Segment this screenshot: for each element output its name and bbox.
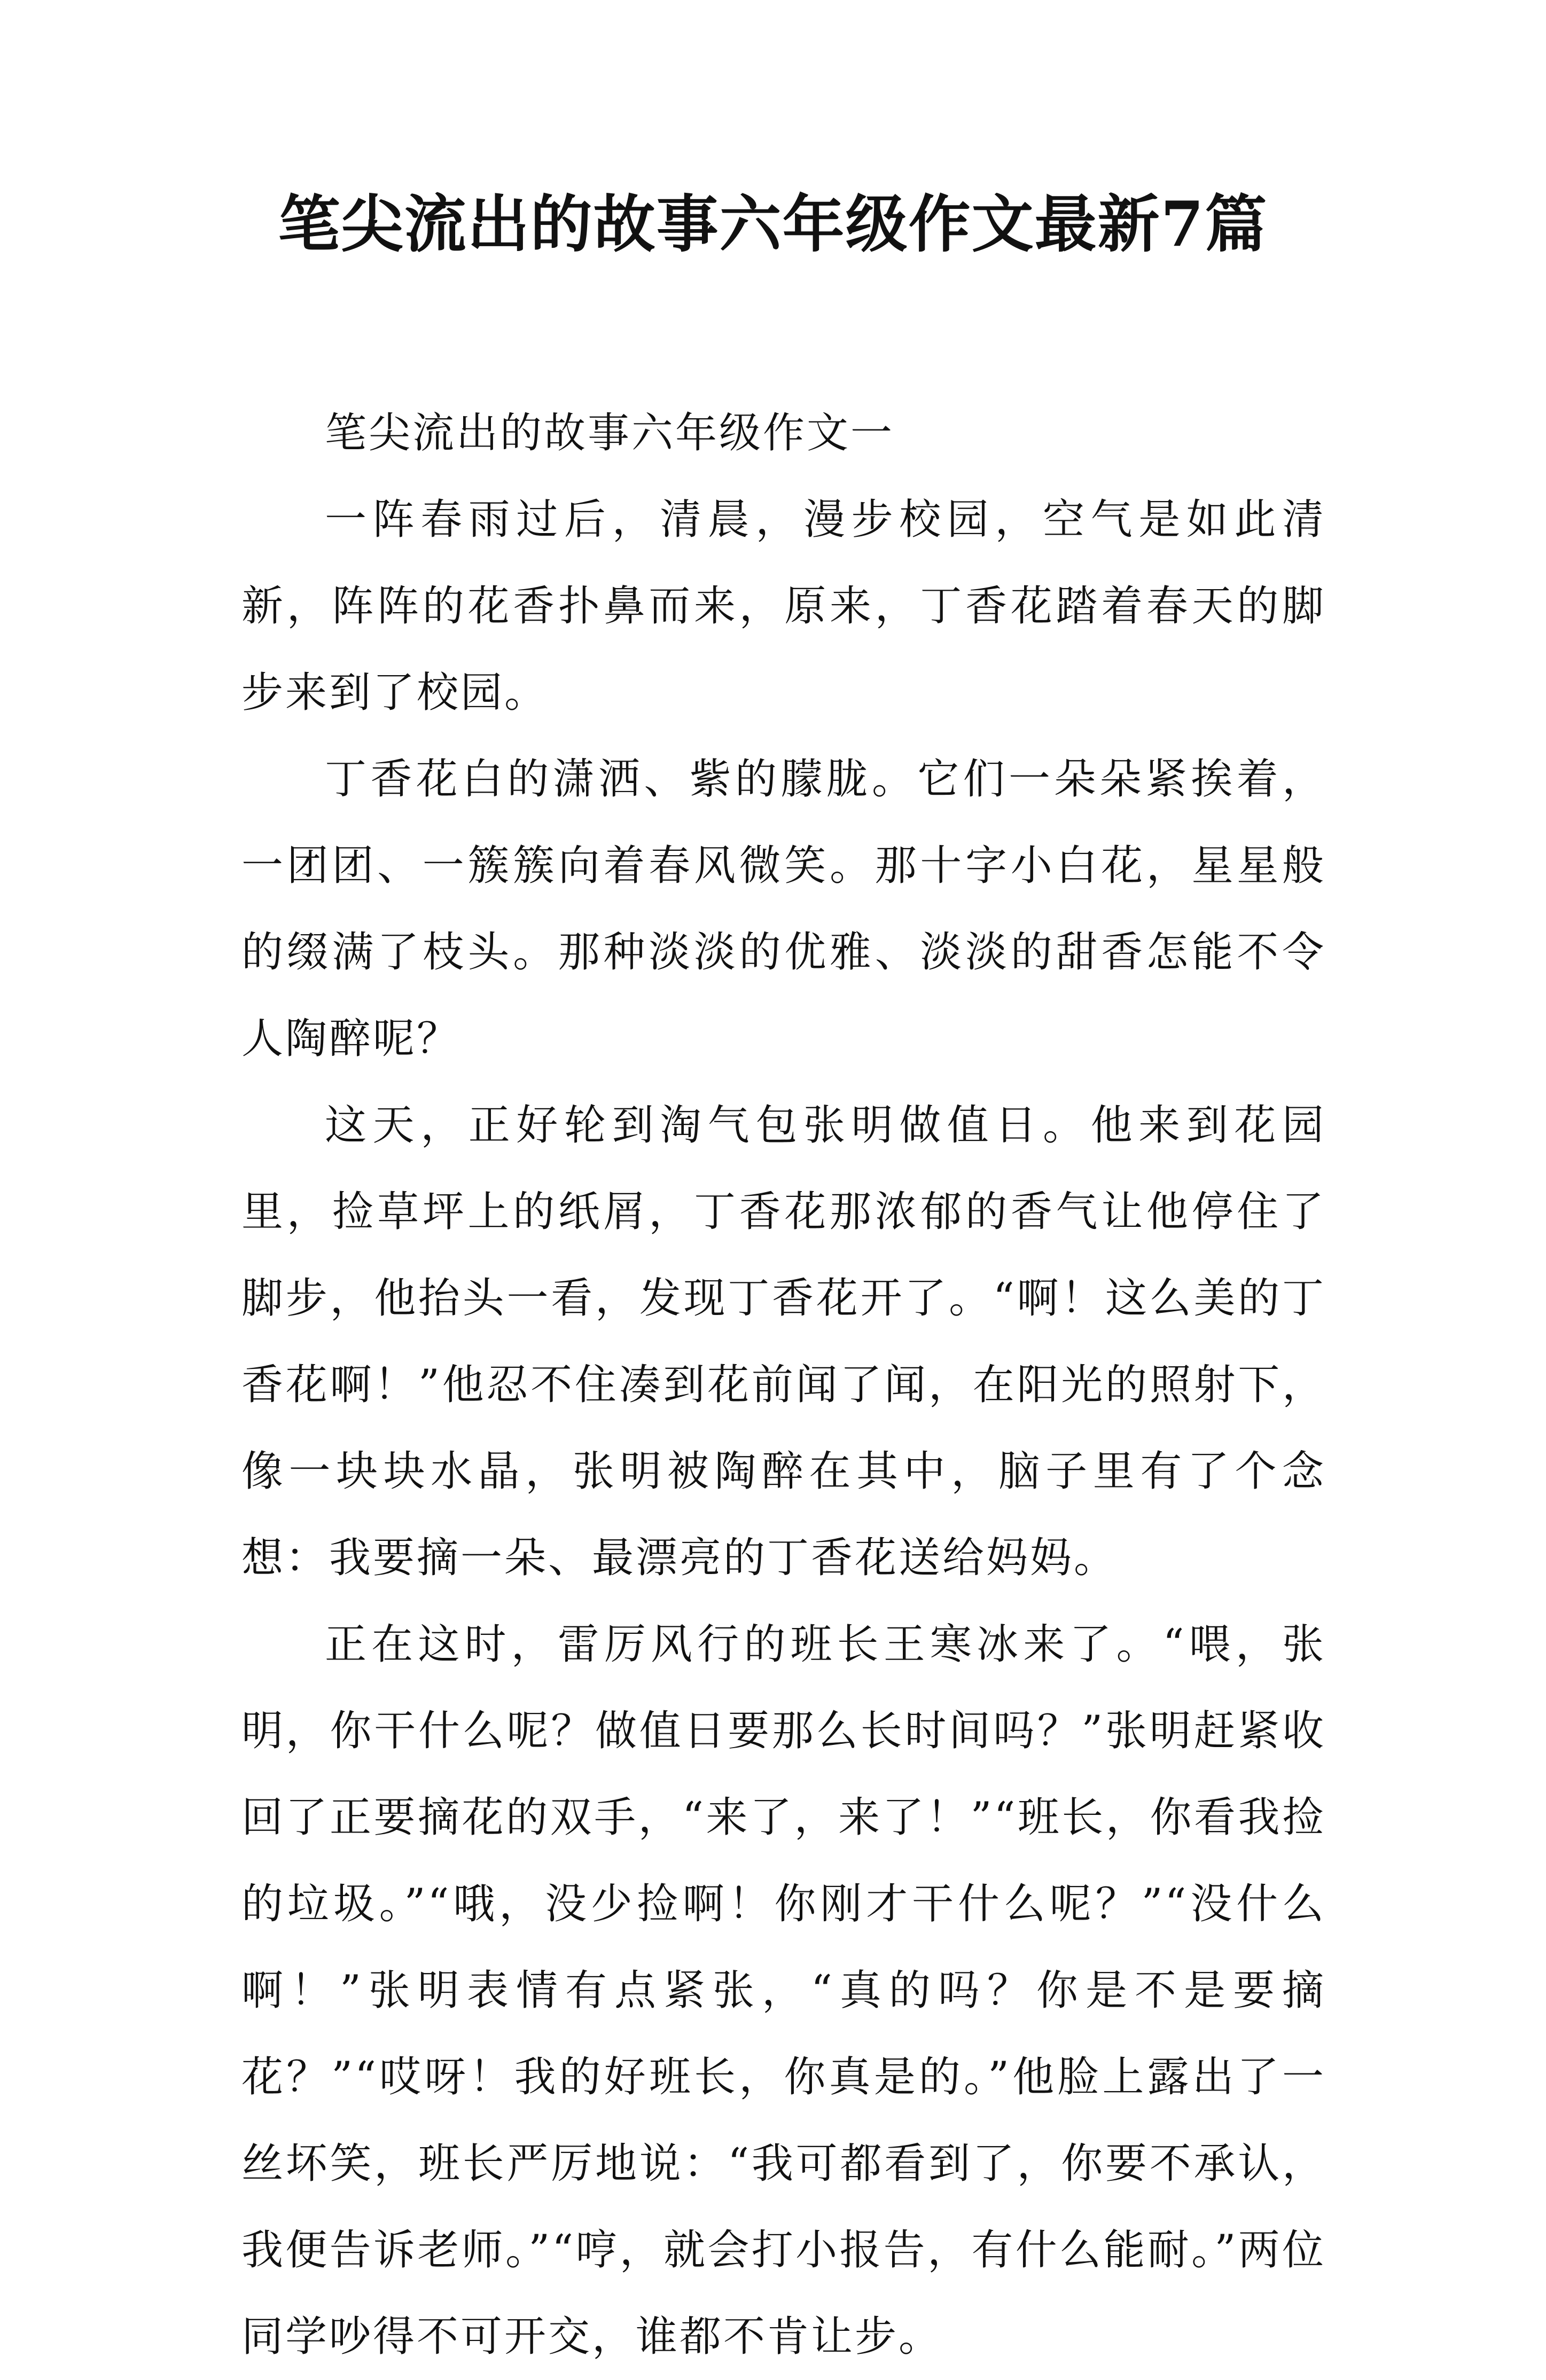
paragraph: 丁香花白的潇洒、紫的朦胧。它们一朵朵紧挨着，一团团、一簇簇向着春风微笑。那十字小白花，星星般的缀满了枝头。那种淡淡的优雅、淡淡的甜香怎能不令人陶醉呢？ [241,755,1326,1063]
paragraph: 这天，正好轮到淘气包张明做值日。他来到花园里，捡草坪上的纸屑，丁香花那浓郁的香气让他停住了脚步，他抬头一看，发现丁香花开了。“啊！这么美的丁香花啊！”他忍不住凑到花前闻了闻，在阳光的照射下，像一块块水晶，张明被陶醉在其中，脑子里有了个念想：我要摘一朵、最漂亮的丁香花送给妈妈。 [241,1101,1326,1582]
paragraph: 正在这时，雷厉风行的班长王寒冰来了。“喂，张明，你干什么呢？做值日要那么长时间吗？”张明赶紧收回了正要摘花的双手，“来了，来了！”“班长，你看我捡的垃圾。”“哦，没少捡啊！你刚才干什么呢？”“没什么啊！”张明表情有点紧张，“真的吗？你是不是要摘花？”“哎呀！我的好班长，你真是的。”他脸上露出了一丝坏笑，班长严厉地说：“我可都看到了，你要不承认，我便告诉老师。”“哼，就会打小报告，有什么能耐。”两位同学吵得不可开交，谁都不肯让步。 [241,1620,1326,2361]
document-body [241,390,1326,2380]
section-heading: 笔尖流出的故事六年级作文一 [325,409,895,457]
paragraph: 一阵春雨过后，清晨，漫步校园，空气是如此清新，阵阵的花香扑鼻而来，原来，丁香花踏着春天的脚步来到了校园。 [241,496,1326,717]
document-title: 笔尖流出的故事六年级作文最新7篇 [278,188,1268,261]
